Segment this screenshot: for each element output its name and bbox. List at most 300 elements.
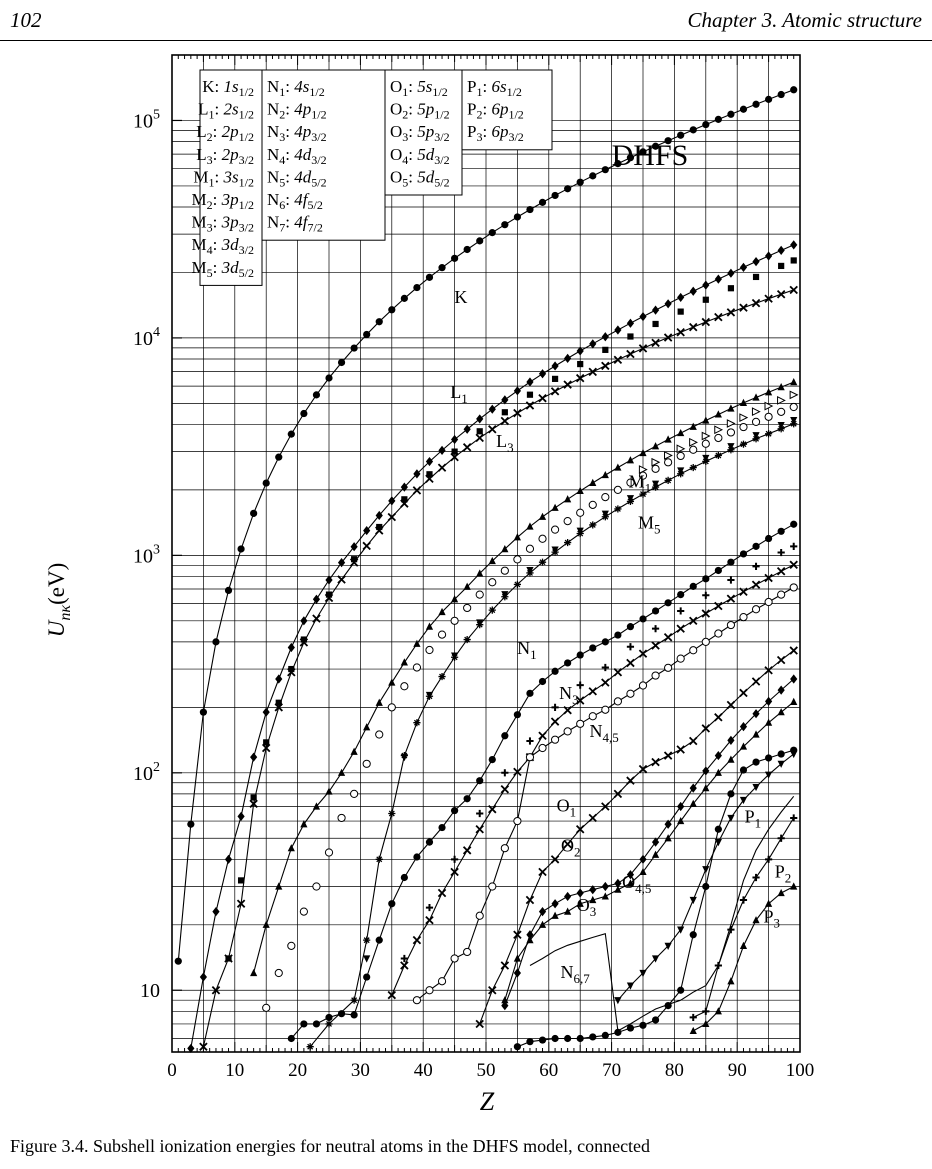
data-point bbox=[526, 737, 533, 744]
data-point bbox=[300, 410, 307, 417]
data-point bbox=[703, 297, 709, 303]
legend-shell-sub: 4 bbox=[279, 152, 286, 167]
data-point bbox=[778, 835, 785, 842]
data-point bbox=[539, 513, 546, 520]
data-point bbox=[752, 543, 759, 550]
data-point bbox=[589, 1033, 596, 1040]
data-point bbox=[464, 425, 471, 434]
data-point bbox=[702, 592, 709, 599]
series-label-sub: 2 bbox=[574, 844, 581, 860]
data-point bbox=[263, 739, 269, 745]
data-point bbox=[602, 892, 609, 899]
data-point bbox=[426, 917, 433, 924]
data-point bbox=[477, 428, 483, 434]
data-point bbox=[263, 708, 270, 717]
data-point bbox=[752, 408, 759, 415]
data-point bbox=[212, 907, 219, 916]
data-point bbox=[514, 533, 521, 540]
legend-shell: P bbox=[467, 77, 477, 96]
data-point bbox=[577, 682, 584, 689]
data-point bbox=[665, 459, 672, 466]
data-point bbox=[325, 849, 332, 856]
data-point bbox=[652, 306, 659, 315]
data-point bbox=[464, 604, 471, 611]
series-label bbox=[745, 807, 762, 831]
data-point bbox=[677, 591, 684, 598]
data-point bbox=[614, 669, 621, 676]
data-point bbox=[765, 754, 772, 761]
data-point bbox=[527, 392, 533, 398]
data-point bbox=[451, 856, 458, 863]
data-point bbox=[539, 744, 546, 751]
series-label-sub: 3 bbox=[507, 439, 514, 455]
data-point bbox=[589, 479, 596, 486]
legend-shell: M bbox=[191, 190, 207, 209]
data-point bbox=[614, 356, 621, 363]
data-point bbox=[602, 494, 609, 501]
data-point bbox=[526, 690, 533, 697]
data-point bbox=[589, 814, 596, 821]
data-point bbox=[727, 621, 734, 628]
data-point bbox=[778, 708, 785, 715]
data-point bbox=[627, 659, 634, 666]
y-tick-base: 10 bbox=[140, 980, 160, 1003]
y-tick-label bbox=[133, 107, 160, 132]
legend-colon: : bbox=[212, 144, 222, 164]
data-point bbox=[665, 664, 672, 671]
data-point bbox=[765, 719, 772, 726]
data-point bbox=[765, 251, 772, 260]
data-point bbox=[451, 652, 458, 659]
data-point bbox=[614, 325, 621, 334]
legend-orbital: 6p bbox=[491, 99, 509, 119]
data-point bbox=[752, 758, 759, 765]
data-point bbox=[275, 969, 282, 976]
legend-shell-sub: 2 bbox=[279, 107, 286, 122]
legend-j: 5/2 bbox=[434, 175, 450, 190]
legend-j: 1/2 bbox=[432, 85, 448, 99]
data-point bbox=[276, 700, 282, 706]
legend-shell-sub: 1 bbox=[402, 85, 409, 99]
data-point bbox=[778, 686, 785, 695]
data-point bbox=[376, 856, 383, 863]
data-point bbox=[665, 599, 672, 606]
data-point bbox=[300, 1020, 307, 1027]
figure-caption: Figure 3.4. Subshell ionization energies for neutral atoms in the DHFS model, connected bbox=[10, 1136, 651, 1156]
series-label bbox=[557, 795, 577, 819]
data-point bbox=[514, 711, 521, 718]
data-point bbox=[715, 567, 722, 574]
data-point bbox=[778, 568, 785, 575]
data-point bbox=[740, 896, 747, 903]
legend-orbital: 5p bbox=[417, 122, 435, 142]
legend-j: 1/2 bbox=[506, 85, 522, 99]
legend-shell: K bbox=[202, 77, 215, 96]
data-point bbox=[765, 856, 772, 863]
legend-shell-sub: 5 bbox=[402, 175, 409, 190]
legend-colon: : bbox=[408, 167, 418, 187]
data-point bbox=[740, 942, 747, 949]
series-label-base: P bbox=[744, 806, 755, 827]
data-point bbox=[790, 391, 797, 398]
data-point bbox=[200, 972, 207, 981]
data-point bbox=[438, 264, 445, 271]
y-axis-label bbox=[44, 563, 74, 637]
data-point bbox=[551, 526, 558, 533]
data-point bbox=[602, 166, 609, 173]
legend-j: 3/2 bbox=[434, 152, 450, 167]
data-point bbox=[564, 185, 571, 192]
data-point bbox=[690, 324, 697, 331]
data-point bbox=[665, 634, 672, 641]
chapter-title: Chapter 3. Atomic structure bbox=[687, 8, 922, 32]
data-point bbox=[451, 955, 458, 962]
series-label-base: O bbox=[561, 835, 575, 856]
legend-colon: : bbox=[214, 77, 224, 96]
data-point bbox=[677, 607, 684, 614]
data-point bbox=[778, 291, 785, 298]
data-point bbox=[715, 826, 722, 833]
data-point bbox=[790, 584, 797, 591]
data-point bbox=[778, 246, 785, 255]
data-point bbox=[790, 747, 797, 754]
series-line-p3 bbox=[693, 887, 794, 1031]
legend-shell-sub: 1 bbox=[476, 85, 483, 99]
data-point bbox=[237, 545, 244, 552]
data-point bbox=[275, 454, 282, 461]
data-point bbox=[589, 521, 596, 528]
data-point bbox=[752, 874, 759, 881]
data-point bbox=[627, 777, 634, 784]
data-point bbox=[665, 299, 672, 308]
data-point bbox=[639, 615, 646, 622]
data-point bbox=[338, 1010, 345, 1017]
legend-shell: N bbox=[267, 99, 280, 119]
data-point bbox=[564, 539, 571, 546]
data-point bbox=[577, 361, 583, 367]
data-point bbox=[677, 132, 684, 139]
data-point bbox=[225, 955, 231, 961]
x-axis-label: Z bbox=[479, 1087, 495, 1116]
series-label bbox=[775, 861, 792, 885]
data-point bbox=[740, 304, 747, 311]
data-point bbox=[765, 430, 772, 437]
data-point bbox=[514, 817, 521, 824]
data-point bbox=[778, 750, 785, 757]
legend-orbital: 5p bbox=[417, 99, 435, 119]
data-point bbox=[577, 1035, 584, 1042]
data-point bbox=[539, 369, 546, 378]
data-point bbox=[715, 410, 722, 417]
data-point bbox=[501, 786, 508, 793]
y-tick-exponent: 3 bbox=[153, 542, 160, 558]
legend-colon: : bbox=[482, 99, 492, 119]
data-point bbox=[351, 997, 358, 1004]
y-tick-base: 10 bbox=[133, 545, 153, 568]
data-point bbox=[300, 908, 307, 915]
data-point bbox=[740, 106, 747, 113]
data-point bbox=[690, 737, 697, 744]
data-point bbox=[263, 479, 270, 486]
data-point bbox=[690, 1014, 697, 1021]
legend-orbital: 3p bbox=[221, 190, 239, 209]
legend-shell-sub: 5 bbox=[206, 265, 213, 280]
data-point bbox=[577, 487, 584, 494]
data-point bbox=[476, 434, 483, 441]
data-point bbox=[715, 314, 722, 321]
data-point bbox=[778, 397, 785, 404]
legend-orbital: 4s bbox=[294, 77, 310, 96]
data-point bbox=[501, 417, 508, 424]
legend-shell-sub: 4 bbox=[206, 243, 213, 258]
data-point bbox=[464, 636, 471, 643]
series-label-base: N bbox=[589, 721, 603, 742]
data-point bbox=[627, 623, 634, 630]
legend-colon: : bbox=[285, 144, 295, 164]
data-point bbox=[602, 638, 609, 645]
data-point bbox=[627, 1024, 634, 1031]
series-label-base: O bbox=[622, 872, 636, 893]
data-point bbox=[438, 464, 445, 471]
data-point bbox=[526, 377, 533, 386]
data-point bbox=[388, 900, 395, 907]
data-point bbox=[752, 257, 759, 266]
data-point bbox=[363, 973, 370, 980]
data-point bbox=[690, 126, 697, 133]
data-point bbox=[288, 431, 295, 438]
data-point bbox=[702, 638, 709, 645]
data-point bbox=[614, 1029, 621, 1036]
data-point bbox=[564, 907, 571, 914]
series-line-o2 bbox=[505, 679, 794, 1006]
legend-colon: : bbox=[212, 212, 222, 232]
data-point bbox=[489, 607, 496, 614]
data-point bbox=[564, 728, 571, 735]
data-point bbox=[413, 997, 420, 1004]
data-point bbox=[502, 409, 508, 415]
data-point bbox=[589, 172, 596, 179]
data-point bbox=[338, 359, 345, 366]
data-point bbox=[413, 719, 420, 726]
data-point bbox=[765, 413, 772, 420]
data-point bbox=[401, 683, 408, 690]
data-point bbox=[602, 471, 609, 478]
series-label bbox=[589, 721, 618, 745]
data-point bbox=[187, 821, 194, 828]
data-point bbox=[602, 362, 609, 369]
data-point bbox=[376, 937, 383, 944]
data-point bbox=[464, 847, 471, 854]
legend-colon: : bbox=[408, 99, 418, 119]
data-point bbox=[639, 449, 646, 456]
data-point bbox=[351, 344, 358, 351]
data-point bbox=[652, 465, 659, 472]
data-point bbox=[351, 556, 357, 562]
data-point bbox=[727, 429, 734, 436]
data-point bbox=[225, 855, 232, 864]
legend-colon: : bbox=[214, 99, 224, 119]
data-point bbox=[752, 101, 759, 108]
data-point bbox=[551, 388, 558, 395]
legend-shell-sub: 6 bbox=[279, 198, 286, 212]
data-point bbox=[677, 987, 684, 994]
data-point bbox=[752, 581, 759, 588]
data-point bbox=[363, 542, 370, 549]
data-point bbox=[200, 709, 207, 716]
data-point bbox=[602, 332, 609, 341]
series-label-sub: 1 bbox=[754, 815, 762, 831]
data-point bbox=[464, 795, 471, 802]
data-point bbox=[790, 240, 797, 249]
data-point bbox=[790, 86, 797, 93]
data-point bbox=[325, 374, 332, 381]
legend-j: 5/2 bbox=[238, 265, 254, 280]
legend-colon: : bbox=[285, 77, 295, 96]
legend-shell-sub: 4 bbox=[402, 152, 409, 167]
data-point bbox=[514, 581, 521, 588]
data-point bbox=[564, 1035, 571, 1042]
data-point bbox=[288, 942, 295, 949]
legend-orbital: 3d bbox=[221, 257, 239, 277]
data-point bbox=[652, 672, 659, 679]
data-point bbox=[602, 882, 609, 891]
y-tick-label bbox=[133, 542, 160, 567]
data-point bbox=[665, 334, 672, 341]
data-point bbox=[589, 688, 596, 695]
series-label bbox=[561, 962, 591, 986]
y-tick-exponent: 4 bbox=[153, 324, 160, 340]
legend-shell-sub: 1 bbox=[279, 85, 286, 99]
data-point bbox=[551, 668, 558, 675]
data-point bbox=[715, 274, 722, 283]
data-point bbox=[564, 707, 571, 714]
series-label-base: N bbox=[559, 683, 573, 704]
data-point bbox=[251, 794, 257, 800]
data-point bbox=[702, 575, 709, 582]
data-point bbox=[250, 753, 257, 762]
data-point bbox=[678, 309, 684, 315]
data-point bbox=[288, 643, 295, 652]
data-point bbox=[238, 877, 244, 883]
legend-orbital: 6p bbox=[491, 122, 509, 142]
data-point bbox=[551, 718, 558, 725]
data-point bbox=[539, 559, 546, 566]
series-label-base: O bbox=[576, 894, 590, 915]
data-point bbox=[740, 550, 747, 557]
series-label-sub: 1 bbox=[569, 804, 577, 820]
data-point bbox=[740, 614, 747, 621]
data-point bbox=[602, 664, 609, 671]
legend-shell: L bbox=[198, 99, 209, 119]
series-line-l1 bbox=[191, 245, 794, 1049]
y-tick-label bbox=[133, 325, 160, 350]
legend-colon: : bbox=[214, 167, 224, 187]
data-point bbox=[577, 720, 584, 727]
data-point bbox=[388, 810, 395, 817]
data-point bbox=[702, 883, 709, 890]
legend-orbital: 3p bbox=[221, 212, 239, 232]
data-point bbox=[401, 295, 408, 302]
legend-colon: : bbox=[212, 235, 222, 255]
legend-j: 3/2 bbox=[311, 130, 327, 145]
data-point bbox=[551, 361, 558, 370]
legend-colon: : bbox=[285, 212, 295, 232]
data-point bbox=[778, 761, 785, 768]
legend-shell: N bbox=[267, 212, 280, 232]
legend-colon: : bbox=[408, 144, 418, 164]
series-label-sub: 1 bbox=[530, 646, 537, 662]
series-label-sub: 4,5 bbox=[635, 881, 652, 897]
data-point bbox=[778, 591, 785, 598]
data-point bbox=[438, 673, 445, 680]
data-point bbox=[665, 452, 672, 459]
data-point bbox=[338, 814, 345, 821]
data-point bbox=[363, 955, 370, 962]
data-point bbox=[778, 656, 785, 663]
data-point bbox=[551, 504, 558, 511]
series-label-base: L bbox=[496, 430, 508, 451]
data-point bbox=[514, 213, 521, 220]
data-point bbox=[652, 321, 658, 327]
series-label bbox=[450, 382, 468, 406]
data-point bbox=[652, 758, 659, 765]
legend-colon: : bbox=[212, 257, 222, 277]
data-point bbox=[413, 937, 420, 944]
series-label-sub: 5 bbox=[654, 521, 661, 537]
data-point bbox=[426, 904, 433, 911]
data-point bbox=[413, 284, 420, 291]
data-point bbox=[790, 543, 797, 550]
y-axis-label-main: U bbox=[44, 620, 69, 638]
series-label-sub: 4,5 bbox=[602, 730, 619, 746]
data-point bbox=[728, 285, 734, 291]
data-point bbox=[652, 442, 659, 449]
series-label-sub: 2 bbox=[784, 870, 792, 886]
series-label-base: L bbox=[450, 381, 462, 402]
series-label-base: O bbox=[556, 795, 570, 816]
y-tick-base: 10 bbox=[133, 110, 153, 133]
legend-colon: : bbox=[285, 122, 295, 142]
data-point bbox=[501, 769, 508, 776]
data-point bbox=[313, 1020, 320, 1027]
data-point bbox=[677, 293, 684, 302]
legend-box bbox=[192, 70, 552, 285]
legend-shell: N bbox=[267, 77, 280, 96]
legend-j: 1/2 bbox=[311, 107, 327, 122]
legend-orbital: 4f bbox=[294, 212, 308, 232]
data-point bbox=[765, 96, 772, 103]
series-line-m1 bbox=[254, 382, 794, 973]
data-point bbox=[727, 576, 734, 583]
legend-shell: M bbox=[191, 235, 207, 255]
legend-j: 3/2 bbox=[238, 220, 254, 235]
data-point bbox=[363, 937, 370, 944]
data-point bbox=[539, 868, 546, 875]
data-point bbox=[602, 347, 608, 353]
data-point bbox=[677, 329, 684, 336]
data-point bbox=[501, 221, 508, 228]
data-point bbox=[388, 704, 395, 711]
y-tick-label bbox=[133, 760, 160, 785]
data-point bbox=[715, 434, 722, 441]
data-point bbox=[564, 495, 571, 502]
legend-orbital: 4d bbox=[294, 167, 312, 187]
data-point bbox=[288, 1035, 295, 1042]
x-tick-label: 90 bbox=[727, 1060, 747, 1081]
data-point bbox=[690, 1027, 697, 1034]
legend-shell: O bbox=[390, 99, 403, 119]
data-point bbox=[665, 477, 672, 484]
